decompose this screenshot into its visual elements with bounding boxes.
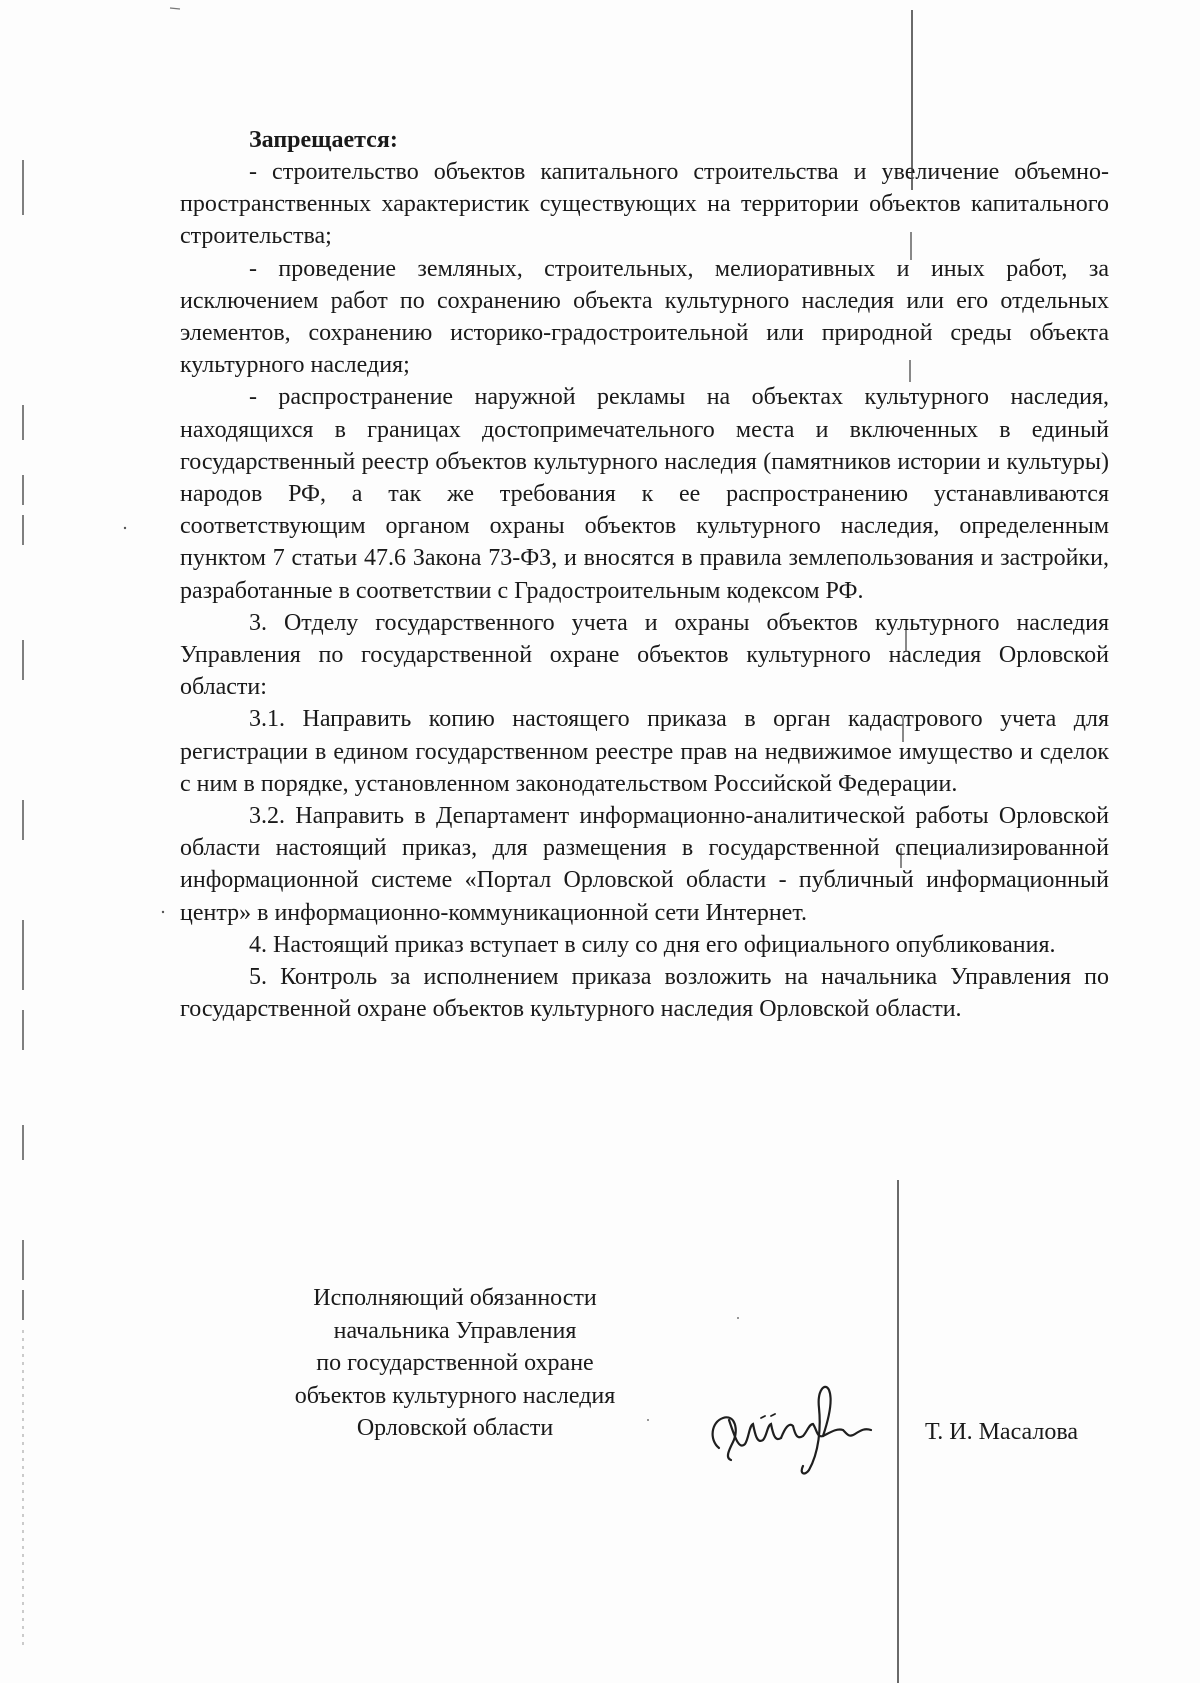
signer-name: Т. И. Масалова: [925, 1419, 1079, 1445]
paragraph-prohibition-construction: - строительство объектов капитального строительства и увеличение объемно-пространственных характеристик существующих на территории объектов капитального строительства;: [180, 159, 1109, 250]
paragraph-item-3-1: 3.1. Направить копию настоящего приказа в орган кадастрового учета для регистрации в едином государственном реестре прав на недвижимое имущество и сделок с ним в порядке, установленном законодательством Российской Федерации.: [180, 706, 1109, 797]
paragraph-item-5: 5. Контроль за исполнением приказа возложить на начальника Управления по государственной охране объектов культурного наследия Орловской области.: [180, 964, 1109, 1023]
paragraph-prohibition-advertising: - распространение наружной рекламы на объектах культурного наследия, находящихся в границах достопримечательного места и включенных в единый государственный реестр объектов культурного наследия (памятников истории и культуры) народов РФ, а так же требования к ее распространению устанавливаются соответствующим органом охраны объектов культурного наследия, определенным пунктом 7 статьи 47.6 Закона 73-ФЗ, и вносятся в правила землепользования и застройки, разработанные в соответствии с Градостроительным кодексом РФ.: [180, 384, 1109, 604]
signatory-title-line: по государственной охране: [316, 1350, 594, 1376]
section-heading: Запрещается:: [249, 127, 398, 153]
document-body: [180, 124, 1109, 1025]
scan-speck: [124, 527, 126, 529]
signatory-title: [250, 1282, 660, 1445]
signatory-title-line: начальника Управления: [333, 1317, 577, 1344]
scan-line: [170, 8, 180, 9]
paragraph-item-4: 4. Настоящий приказ вступает в силу со дня его официального опубликования.: [249, 931, 1056, 958]
scan-speck: [737, 1317, 739, 1319]
scan-speck: [162, 911, 164, 913]
paragraph-item-3: 3. Отделу государственного учета и охраны объектов культурного наследия Управления по государственной охране объектов культурного наследия Орловской области:: [180, 609, 1109, 701]
paragraph-prohibition-works: - проведение земляных, строительных, мелиоративных и иных работ, за исключением работ по сохранению объекта культурного наследия или его отдельных элементов, сохранению историко-градостроительной или природной среды объекта культурного наследия;: [180, 255, 1109, 379]
signatory-title-line: объектов культурного наследия: [294, 1382, 616, 1409]
signatory-title-line: Исполняющий обязанности: [313, 1285, 597, 1311]
handwritten-signature: [705, 1378, 885, 1480]
signatory-title-line: Орловской области: [356, 1415, 554, 1441]
paragraph-item-3-2: 3.2. Направить в Департамент информационно-аналитической работы Орловской области настоящий приказ, для размещения в государственной специализированной информационной системе «Портал Орловской области - публичный информационный центр» в информационно-коммуникационной сети Интернет.: [180, 803, 1109, 926]
